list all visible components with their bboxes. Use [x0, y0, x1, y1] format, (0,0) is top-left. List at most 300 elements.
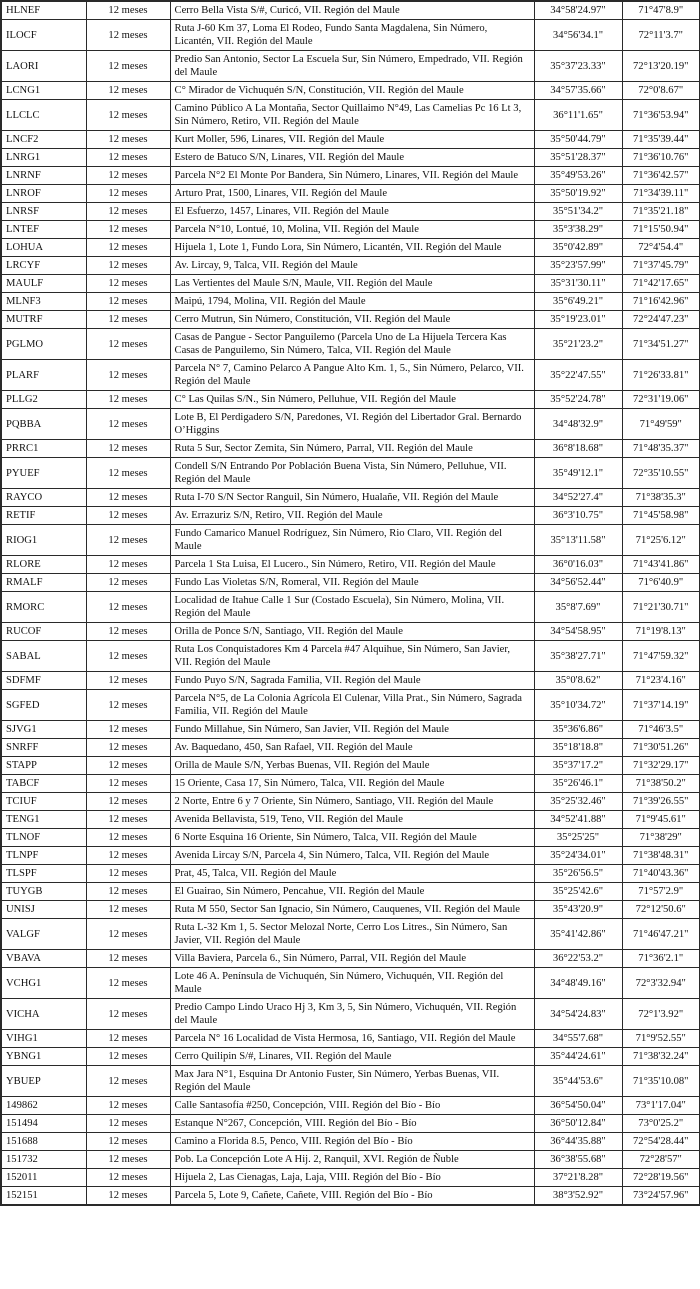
monitoring-period: 12 meses [86, 847, 170, 865]
station-address: Lote 46 A. Península de Vichuquén, Sin Número, Vichuquén, VII. Región del Maule [170, 968, 534, 999]
latitude-value: 35°43'20.9" [534, 901, 622, 919]
station-address: Prat, 45, Talca, VII. Región del Maule [170, 865, 534, 883]
table-row [1, 1066, 700, 1097]
latitude-value: 36°50'12.84" [534, 1115, 622, 1133]
table-body [1, 1, 700, 1205]
station-code: MLNF3 [1, 293, 86, 311]
station-code: MAULF [1, 275, 86, 293]
latitude-value: 35°22'47.55" [534, 360, 622, 391]
longitude-value: 71°57'2.9" [622, 883, 700, 901]
monitoring-period: 12 meses [86, 865, 170, 883]
monitoring-period: 12 meses [86, 458, 170, 489]
station-address: Avenida Lircay S/N, Parcela 4, Sin Número, Talca, VII. Región del Maule [170, 847, 534, 865]
station-address: Maipú, 1794, Molina, VII. Región del Maule [170, 293, 534, 311]
station-code: TENG1 [1, 811, 86, 829]
table-row [1, 391, 700, 409]
station-address: C° Las Quilas S/N., Sin Número, Pelluhue, VII. Región del Maule [170, 391, 534, 409]
station-code: RLORE [1, 556, 86, 574]
latitude-value: 36°54'50.04" [534, 1097, 622, 1115]
longitude-value: 71°38'35.3" [622, 489, 700, 507]
latitude-value: 35°25'32.46" [534, 793, 622, 811]
latitude-value: 35°37'23.33" [534, 51, 622, 82]
table-row [1, 409, 700, 440]
table-row [1, 1030, 700, 1048]
station-code: RAYCO [1, 489, 86, 507]
monitoring-period: 12 meses [86, 811, 170, 829]
station-code: 151732 [1, 1151, 86, 1169]
table-row [1, 811, 700, 829]
table-row [1, 275, 700, 293]
longitude-value: 71°25'6.12" [622, 525, 700, 556]
station-code: LLCLC [1, 100, 86, 131]
longitude-value: 71°38'48.31" [622, 847, 700, 865]
latitude-value: 34°56'52.44" [534, 574, 622, 592]
latitude-value: 35°50'44.79" [534, 131, 622, 149]
table-row [1, 185, 700, 203]
longitude-value: 72°28'57" [622, 1151, 700, 1169]
table-row [1, 489, 700, 507]
station-code: PYUEF [1, 458, 86, 489]
latitude-value: 34°52'41.88" [534, 811, 622, 829]
station-code: LNRG1 [1, 149, 86, 167]
station-address: Arturo Prat, 1500, Linares, VII. Región del Maule [170, 185, 534, 203]
latitude-value: 36°8'18.68" [534, 440, 622, 458]
station-code: TLNOF [1, 829, 86, 847]
station-code: SNRFF [1, 739, 86, 757]
longitude-value: 71°36'2.1" [622, 950, 700, 968]
longitude-value: 71°35'39.44" [622, 131, 700, 149]
latitude-value: 37°21'8.28" [534, 1169, 622, 1187]
station-address: Parcela 1 Sta Luisa, El Lucero., Sin Número, Retiro, VII. Región del Maule [170, 556, 534, 574]
longitude-value: 71°26'33.81" [622, 360, 700, 391]
station-address: Cerro Quilipin S/#, Linares, VII. Región del Maule [170, 1048, 534, 1066]
table-row [1, 623, 700, 641]
station-code: RMALF [1, 574, 86, 592]
longitude-value: 73°1'17.04" [622, 1097, 700, 1115]
station-code: YBNG1 [1, 1048, 86, 1066]
station-code: 152011 [1, 1169, 86, 1187]
table-row [1, 293, 700, 311]
longitude-value: 73°24'57.96" [622, 1187, 700, 1206]
monitoring-period: 12 meses [86, 329, 170, 360]
table-row [1, 721, 700, 739]
monitoring-period: 12 meses [86, 257, 170, 275]
longitude-value: 72°28'19.56" [622, 1169, 700, 1187]
station-address: Lote B, El Perdigadero S/N, Paredones, VI. Región del Libertador Gral. Bernardo O’Higgins [170, 409, 534, 440]
longitude-value: 73°0'25.2" [622, 1115, 700, 1133]
longitude-value: 72°1'3.92" [622, 999, 700, 1030]
table-row [1, 883, 700, 901]
longitude-value: 71°34'39.11" [622, 185, 700, 203]
station-address: 2 Norte, Entre 6 y 7 Oriente, Sin Número, Santiago, VII. Región del Maule [170, 793, 534, 811]
latitude-value: 35°24'34.01" [534, 847, 622, 865]
monitoring-period: 12 meses [86, 82, 170, 100]
latitude-value: 35°8'7.69" [534, 592, 622, 623]
latitude-value: 35°13'11.58" [534, 525, 622, 556]
longitude-value: 72°35'10.55" [622, 458, 700, 489]
monitoring-period: 12 meses [86, 507, 170, 525]
longitude-value: 72°31'19.06" [622, 391, 700, 409]
monitoring-period: 12 meses [86, 739, 170, 757]
table-row [1, 311, 700, 329]
station-address: Parcela N°10, Lontué, 10, Molina, VII. Región del Maule [170, 221, 534, 239]
monitoring-period: 12 meses [86, 131, 170, 149]
monitoring-period: 12 meses [86, 968, 170, 999]
station-address: Calle Santasofía #250, Concepción, VIII. Región del Bío - Bío [170, 1097, 534, 1115]
latitude-value: 36°44'35.88" [534, 1133, 622, 1151]
station-code: TLNPF [1, 847, 86, 865]
station-address: Fundo Puyo S/N, Sagrada Familia, VII. Región del Maule [170, 672, 534, 690]
station-address: Predio San Antonio, Sector La Escuela Sur, Sin Número, Empedrado, VII. Región del Maule [170, 51, 534, 82]
station-address: Estanque N°267, Concepción, VIII. Región del Bío - Bío [170, 1115, 534, 1133]
monitoring-period: 12 meses [86, 1187, 170, 1206]
monitoring-period: 12 meses [86, 999, 170, 1030]
table-row [1, 739, 700, 757]
longitude-value: 71°46'3.5" [622, 721, 700, 739]
latitude-value: 36°3'10.75" [534, 507, 622, 525]
monitoring-period: 12 meses [86, 20, 170, 51]
latitude-value: 36°11'1.65" [534, 100, 622, 131]
station-address: Ruta Los Conquistadores Km 4 Parcela #47 Alquihue, Sin Número, San Javier, VII. Región del Maule [170, 641, 534, 672]
monitoring-period: 12 meses [86, 919, 170, 950]
latitude-value: 35°44'24.61" [534, 1048, 622, 1066]
longitude-value: 71°36'10.76" [622, 149, 700, 167]
station-code: RIOG1 [1, 525, 86, 556]
latitude-value: 34°55'7.68" [534, 1030, 622, 1048]
table-row [1, 793, 700, 811]
monitoring-period: 12 meses [86, 100, 170, 131]
table-row [1, 167, 700, 185]
latitude-value: 34°58'24.97" [534, 1, 622, 20]
station-code: VCHG1 [1, 968, 86, 999]
station-address: Ruta 5 Sur, Sector Zemita, Sin Número, Parral, VII. Región del Maule [170, 440, 534, 458]
table-row [1, 556, 700, 574]
monitoring-period: 12 meses [86, 883, 170, 901]
station-code: LAORI [1, 51, 86, 82]
longitude-value: 71°43'41.86" [622, 556, 700, 574]
latitude-value: 34°48'32.9" [534, 409, 622, 440]
station-code: TABCF [1, 775, 86, 793]
latitude-value: 34°54'24.83" [534, 999, 622, 1030]
table-row [1, 592, 700, 623]
longitude-value: 71°40'43.36" [622, 865, 700, 883]
latitude-value: 35°21'23.2" [534, 329, 622, 360]
station-code: TCIUF [1, 793, 86, 811]
station-code: PRRC1 [1, 440, 86, 458]
station-address: Av. Errazuriz S/N, Retiro, VII. Región del Maule [170, 507, 534, 525]
monitoring-period: 12 meses [86, 1066, 170, 1097]
station-address: Casas de Pangue - Sector Panguilemo (Parcela Uno de La Hijuela Tercera Kas Casas de Panguilemo, Sin Número, Talca, VII. Región del Maule [170, 329, 534, 360]
table-row [1, 525, 700, 556]
table-row [1, 1133, 700, 1151]
longitude-value: 71°19'8.13" [622, 623, 700, 641]
station-code: YBUEP [1, 1066, 86, 1097]
latitude-value: 35°51'34.2" [534, 203, 622, 221]
station-code: VALGF [1, 919, 86, 950]
station-code: LOHUA [1, 239, 86, 257]
station-address: Parcela N°2 El Monte Por Bandera, Sin Número, Linares, VII. Región del Maule [170, 167, 534, 185]
station-code: ILOCF [1, 20, 86, 51]
monitoring-period: 12 meses [86, 1115, 170, 1133]
table-row [1, 458, 700, 489]
monitoring-period: 12 meses [86, 51, 170, 82]
longitude-value: 71°35'21.18" [622, 203, 700, 221]
station-code: RUCOF [1, 623, 86, 641]
station-address: Avenida Bellavista, 519, Teno, VII. Región del Maule [170, 811, 534, 829]
station-address: 6 Norte Esquina 16 Oriente, Sin Número, Talca, VII. Región del Maule [170, 829, 534, 847]
table-row [1, 999, 700, 1030]
longitude-value: 71°30'51.26" [622, 739, 700, 757]
longitude-value: 71°45'58.98" [622, 507, 700, 525]
station-address: Las Vertientes del Maule S/N, Maule, VII. Región del Maule [170, 275, 534, 293]
longitude-value: 71°35'10.08" [622, 1066, 700, 1097]
latitude-value: 34°52'27.4" [534, 489, 622, 507]
station-address: Pob. La Concepción Lote A Hij. 2, Ranquil, XVI. Región de Ñuble [170, 1151, 534, 1169]
station-code: VIHG1 [1, 1030, 86, 1048]
monitoring-period: 12 meses [86, 391, 170, 409]
monitoring-period: 12 meses [86, 641, 170, 672]
longitude-value: 72°12'50.6" [622, 901, 700, 919]
latitude-value: 38°3'52.92" [534, 1187, 622, 1206]
monitoring-period: 12 meses [86, 1169, 170, 1187]
monitoring-period: 12 meses [86, 203, 170, 221]
station-address: Orilla de Maule S/N, Yerbas Buenas, VII. Región del Maule [170, 757, 534, 775]
monitoring-period: 12 meses [86, 901, 170, 919]
monitoring-period: 12 meses [86, 293, 170, 311]
table-row [1, 507, 700, 525]
station-code: SGFED [1, 690, 86, 721]
station-address: Camino a Florida 8.5, Penco, VIII. Región del Bío - Bío [170, 1133, 534, 1151]
longitude-value: 71°16'42.96" [622, 293, 700, 311]
latitude-value: 35°49'12.1" [534, 458, 622, 489]
station-code: MUTRF [1, 311, 86, 329]
table-row [1, 1115, 700, 1133]
station-code: UNISJ [1, 901, 86, 919]
station-address: Kurt Moller, 596, Linares, VII. Región del Maule [170, 131, 534, 149]
station-code: TUYGB [1, 883, 86, 901]
longitude-value: 72°11'3.7" [622, 20, 700, 51]
station-code: TLSPF [1, 865, 86, 883]
monitoring-period: 12 meses [86, 489, 170, 507]
latitude-value: 35°50'19.92" [534, 185, 622, 203]
latitude-value: 35°19'23.01" [534, 311, 622, 329]
monitoring-period: 12 meses [86, 360, 170, 391]
monitoring-period: 12 meses [86, 221, 170, 239]
longitude-value: 71°15'50.94" [622, 221, 700, 239]
latitude-value: 35°25'42.6" [534, 883, 622, 901]
longitude-value: 71°38'50.2" [622, 775, 700, 793]
monitoring-period: 12 meses [86, 440, 170, 458]
station-address: Hijuela 2, Las Cienagas, Laja, Laja, VIII. Región del Bío - Bío [170, 1169, 534, 1187]
station-code: SABAL [1, 641, 86, 672]
latitude-value: 34°57'35.66" [534, 82, 622, 100]
monitoring-period: 12 meses [86, 311, 170, 329]
station-code: PLLG2 [1, 391, 86, 409]
monitoring-period: 12 meses [86, 556, 170, 574]
station-address: Parcela 5, Lote 9, Cañete, Cañete, VIII. Región del Bío - Bío [170, 1187, 534, 1206]
longitude-value: 71°32'29.17" [622, 757, 700, 775]
table-row [1, 901, 700, 919]
latitude-value: 35°10'34.72" [534, 690, 622, 721]
table-row [1, 1097, 700, 1115]
station-code: PQBBA [1, 409, 86, 440]
longitude-value: 71°9'45.61" [622, 811, 700, 829]
latitude-value: 36°0'16.03" [534, 556, 622, 574]
table-row [1, 847, 700, 865]
latitude-value: 36°38'55.68" [534, 1151, 622, 1169]
station-code: 149862 [1, 1097, 86, 1115]
station-code: PLARF [1, 360, 86, 391]
monitoring-period: 12 meses [86, 574, 170, 592]
station-address: Estero de Batuco S/N, Linares, VII. Región del Maule [170, 149, 534, 167]
station-address: Orilla de Ponce S/N, Santiago, VII. Región del Maule [170, 623, 534, 641]
latitude-value: 34°56'34.1" [534, 20, 622, 51]
station-address: Av. Lircay, 9, Talca, VII. Región del Maule [170, 257, 534, 275]
table-row [1, 221, 700, 239]
longitude-value: 71°48'35.37" [622, 440, 700, 458]
longitude-value: 71°39'26.55" [622, 793, 700, 811]
table-row [1, 690, 700, 721]
station-address: Max Jara N°1, Esquina Dr Antonio Fuster, Sin Número, Yerbas Buenas, VII. Región del Maule [170, 1066, 534, 1097]
longitude-value: 72°13'20.19" [622, 51, 700, 82]
table-row [1, 149, 700, 167]
table-row [1, 100, 700, 131]
station-code: LRCYF [1, 257, 86, 275]
station-address: Av. Baquedano, 450, San Rafael, VII. Región del Maule [170, 739, 534, 757]
table-row [1, 865, 700, 883]
station-address: Parcela N°5, de La Colonia Agrícola El Culenar, Villa Prat., Sin Número, Sagrada Familia, VII. Región del Maule [170, 690, 534, 721]
station-address: Ruta I-70 S/N Sector Ranguil, Sin Número, Hualañe, VII. Región del Maule [170, 489, 534, 507]
station-address: El Guairao, Sin Número, Pencahue, VII. Región del Maule [170, 883, 534, 901]
station-address: Condell S/N Entrando Por Población Buena Vista, Sin Número, Pelluhue, VII. Región del Maule [170, 458, 534, 489]
station-code: LCNG1 [1, 82, 86, 100]
table-row [1, 131, 700, 149]
longitude-value: 71°36'53.94" [622, 100, 700, 131]
monitoring-period: 12 meses [86, 275, 170, 293]
longitude-value: 71°23'4.16" [622, 672, 700, 690]
table-row [1, 203, 700, 221]
latitude-value: 35°0'8.62" [534, 672, 622, 690]
monitoring-period: 12 meses [86, 1, 170, 20]
longitude-value: 71°47'59.32" [622, 641, 700, 672]
latitude-value: 35°51'28.37" [534, 149, 622, 167]
station-code: STAPP [1, 757, 86, 775]
latitude-value: 35°41'42.86" [534, 919, 622, 950]
station-code: RMORC [1, 592, 86, 623]
monitoring-period: 12 meses [86, 1097, 170, 1115]
monitoring-period: 12 meses [86, 239, 170, 257]
longitude-value: 72°0'8.67" [622, 82, 700, 100]
station-code: VICHA [1, 999, 86, 1030]
table-row [1, 1048, 700, 1066]
latitude-value: 35°31'30.11" [534, 275, 622, 293]
station-code: LNCF2 [1, 131, 86, 149]
station-code: HLNEF [1, 1, 86, 20]
monitoring-period: 12 meses [86, 592, 170, 623]
table-row [1, 360, 700, 391]
station-code: VBAVA [1, 950, 86, 968]
station-address: C° Mirador de Vichuquén S/N, Constitución, VII. Región del Maule [170, 82, 534, 100]
table-row [1, 641, 700, 672]
monitoring-period: 12 meses [86, 185, 170, 203]
latitude-value: 35°26'56.5" [534, 865, 622, 883]
table-row [1, 1, 700, 20]
longitude-value: 71°38'29" [622, 829, 700, 847]
table-row [1, 51, 700, 82]
latitude-value: 35°37'17.2" [534, 757, 622, 775]
longitude-value: 71°36'42.57" [622, 167, 700, 185]
station-code: LNRSF [1, 203, 86, 221]
latitude-value: 34°54'58.95" [534, 623, 622, 641]
table-row [1, 950, 700, 968]
monitoring-period: 12 meses [86, 775, 170, 793]
table-row [1, 20, 700, 51]
station-address: Parcela N° 16 Localidad de Vista Hermosa, 16, Santiago, VII. Región del Maule [170, 1030, 534, 1048]
latitude-value: 35°0'42.89" [534, 239, 622, 257]
station-code: LNROF [1, 185, 86, 203]
station-address: Hijuela 1, Lote 1, Fundo Lora, Sin Número, Licantén, VII. Región del Maule [170, 239, 534, 257]
station-code: 151688 [1, 1133, 86, 1151]
station-code: 152151 [1, 1187, 86, 1206]
latitude-value: 35°49'53.26" [534, 167, 622, 185]
latitude-value: 36°22'53.2" [534, 950, 622, 968]
monitoring-period: 12 meses [86, 1030, 170, 1048]
station-code: LNTEF [1, 221, 86, 239]
station-address: Fundo Las Violetas S/N, Romeral, VII. Región del Maule [170, 574, 534, 592]
table-row [1, 257, 700, 275]
station-code: SJVG1 [1, 721, 86, 739]
latitude-value: 35°38'27.71" [534, 641, 622, 672]
table-row [1, 672, 700, 690]
table-row [1, 919, 700, 950]
monitoring-period: 12 meses [86, 1151, 170, 1169]
monitoring-period: 12 meses [86, 757, 170, 775]
station-address: Cerro Mutrun, Sin Número, Constitución, VII. Región del Maule [170, 311, 534, 329]
monitoring-period: 12 meses [86, 721, 170, 739]
table-row [1, 829, 700, 847]
longitude-value: 71°21'30.71" [622, 592, 700, 623]
latitude-value: 35°52'24.78" [534, 391, 622, 409]
station-address: Cerro Bella Vista S/#, Curicó, VII. Región del Maule [170, 1, 534, 20]
station-code: RETIF [1, 507, 86, 525]
table-row [1, 574, 700, 592]
latitude-value: 35°25'25" [534, 829, 622, 847]
latitude-value: 35°26'46.1" [534, 775, 622, 793]
monitoring-period: 12 meses [86, 690, 170, 721]
latitude-value: 35°44'53.6" [534, 1066, 622, 1097]
longitude-value: 71°37'45.79" [622, 257, 700, 275]
longitude-value: 71°37'14.19" [622, 690, 700, 721]
longitude-value: 72°3'32.94" [622, 968, 700, 999]
longitude-value: 71°38'32.24" [622, 1048, 700, 1066]
station-address: Ruta M 550, Sector San Ignacio, Sin Número, Cauquenes, VII. Región del Maule [170, 901, 534, 919]
longitude-value: 71°9'52.55" [622, 1030, 700, 1048]
station-address: Fundo Millahue, Sin Número, San Javier, VII. Región del Maule [170, 721, 534, 739]
monitoring-period: 12 meses [86, 1133, 170, 1151]
monitoring-period: 12 meses [86, 793, 170, 811]
station-address: 15 Oriente, Casa 17, Sin Número, Talca, VII. Región del Maule [170, 775, 534, 793]
latitude-value: 35°36'6.86" [534, 721, 622, 739]
table-row [1, 968, 700, 999]
station-address: Localidad de Itahue Calle 1 Sur (Costado Escuela), Sin Número, Molina, VII. Región del Maule [170, 592, 534, 623]
table-row [1, 440, 700, 458]
longitude-value: 71°47'8.9" [622, 1, 700, 20]
station-code: 151494 [1, 1115, 86, 1133]
latitude-value: 34°48'49.16" [534, 968, 622, 999]
table-row [1, 329, 700, 360]
latitude-value: 35°6'49.21" [534, 293, 622, 311]
table-row [1, 775, 700, 793]
